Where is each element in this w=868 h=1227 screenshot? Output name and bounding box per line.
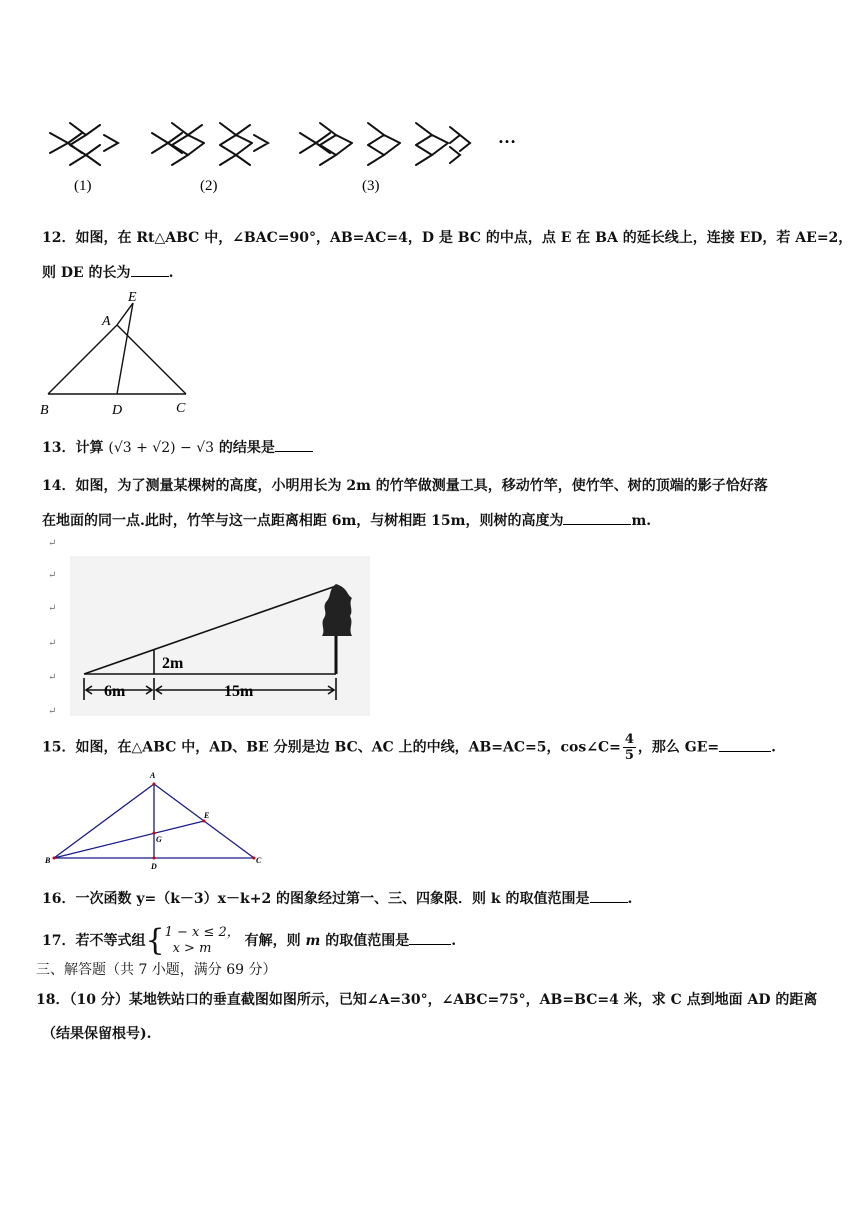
q13-line — [42, 437, 313, 458]
pattern-label-3: (3) — [362, 178, 380, 194]
q13-expression: (√3 + √2) − √3 — [108, 440, 215, 456]
q12-end: . — [168, 265, 174, 281]
q17-end: . — [451, 933, 457, 949]
q14-answer-blank[interactable] — [563, 510, 631, 525]
q17-suffix: 的取值范围是 — [320, 933, 410, 949]
q13-prefix: 13．计算 — [42, 440, 104, 456]
q15-fraction — [623, 732, 636, 763]
q12-text-2: 则 DE 的长为 — [42, 265, 131, 281]
q15-label-B: B — [45, 856, 51, 865]
q16-text: 16．一次函数 y=（k－3）x－k+2 的图象经过第一、三、四象限．则 k 的取值范围是 — [42, 891, 590, 907]
q12-label-A: A — [102, 314, 111, 329]
q17-middle: 有解，则 — [239, 933, 306, 949]
paragraph-mark: ↵ — [48, 638, 57, 649]
q15-prefix: 15．如图，在△ABC 中，AD、BE 分别是边 BC、AC 上的中线，AB=AC=5，cos∠C= — [42, 739, 621, 756]
q15-line — [42, 732, 776, 763]
q13-suffix: 的结果是 — [218, 440, 275, 456]
q14-text: 14．如图，为了测量某棵树的高度，小明用长为 2m 的竹竿做测量工具，移动竹竿，使竹竿、树的顶端的影子恰好落 — [42, 478, 768, 494]
q15-label-D: D — [151, 862, 157, 871]
q15-numerator: 4 — [624, 732, 634, 747]
q16-answer-blank[interactable] — [590, 888, 628, 903]
q12-label-E: E — [128, 290, 137, 305]
chevron-shape — [152, 123, 268, 165]
q18-line2 — [42, 1024, 152, 1044]
q16-line — [42, 888, 632, 909]
q15-label-C: C — [256, 856, 262, 865]
paragraph-mark: ↵ — [48, 603, 57, 614]
q15-end: . — [771, 739, 776, 756]
q12-text: 12．如图，在 Rt△ABC 中，∠BAC=90°，AB=AC=4，D 是 BC 的中点，点 E 在 BA 的延长线上，连接 ED，若 AE=2， — [42, 230, 853, 246]
paragraph-mark: ↵ — [48, 672, 57, 683]
q17-system — [165, 925, 240, 957]
q13-answer-blank[interactable] — [275, 437, 313, 452]
q14-line1 — [42, 476, 768, 496]
q12-triangle-figure — [36, 288, 206, 420]
q14-text-2: 在地面的同一点.此时，竹竿与这一点距离相距 6m，与树相距 15m，则树的高度为 — [42, 513, 564, 529]
chevron-shape — [300, 123, 470, 165]
q15-triangle-figure — [40, 768, 270, 874]
q15-denominator: 5 — [624, 748, 634, 763]
q15-answer-blank[interactable] — [719, 737, 771, 752]
pattern-label-1: (1) — [74, 178, 92, 194]
section-3-title — [36, 960, 277, 980]
q14-label-pole: 2m — [162, 655, 184, 672]
q17-inequality-1: 1 − x ≤ 2， — [164, 925, 240, 940]
q15-label-A: A — [150, 771, 156, 780]
q17-line — [42, 924, 456, 958]
pattern-ellipsis: … — [498, 127, 516, 147]
q17-prefix: 17．若不等式组 — [42, 933, 146, 949]
q12-line1 — [42, 228, 852, 248]
q15-suffix: ，那么 GE= — [637, 739, 720, 756]
q14-line2 — [42, 510, 651, 531]
q17-variable: m — [305, 933, 321, 949]
q12-line2 — [42, 262, 173, 283]
q12-answer-blank[interactable] — [131, 262, 169, 277]
q12-label-C: C — [176, 401, 186, 416]
q15-label-E: E — [204, 811, 210, 820]
q14-label-left: 6m — [104, 683, 126, 700]
q12-label-B: B — [40, 403, 49, 418]
q17-inequality-2: x > m — [172, 941, 212, 956]
section-3-title-text: 三、解答题（共 7 小题，满分 69 分） — [36, 962, 277, 978]
q17-brace: { — [145, 923, 165, 958]
paragraph-mark: ↵ — [48, 706, 57, 717]
q14-end: m. — [631, 513, 652, 529]
q18-text-2: （结果保留根号). — [42, 1026, 152, 1042]
chevron-shape — [50, 123, 118, 165]
q16-end: . — [627, 891, 633, 907]
q18-text: 18．（10 分）某地铁站口的垂直截图如图所示，已知∠A=30°，∠ABC=75°，AB=BC=4 米，求 C 点到地面 AD 的距离 — [36, 992, 818, 1008]
paragraph-mark: ↵ — [48, 570, 57, 581]
q14-tree-shadow-figure — [70, 556, 370, 716]
q14-label-right: 15m — [224, 683, 254, 700]
q15-label-G: G — [156, 835, 162, 844]
q12-label-D: D — [112, 403, 123, 418]
paragraph-mark: ↵ — [48, 538, 57, 549]
pattern-label-2: (2) — [200, 178, 218, 194]
q18-line1 — [36, 990, 817, 1010]
chevron-pattern-figure — [40, 105, 540, 200]
q17-answer-blank[interactable] — [409, 930, 451, 945]
